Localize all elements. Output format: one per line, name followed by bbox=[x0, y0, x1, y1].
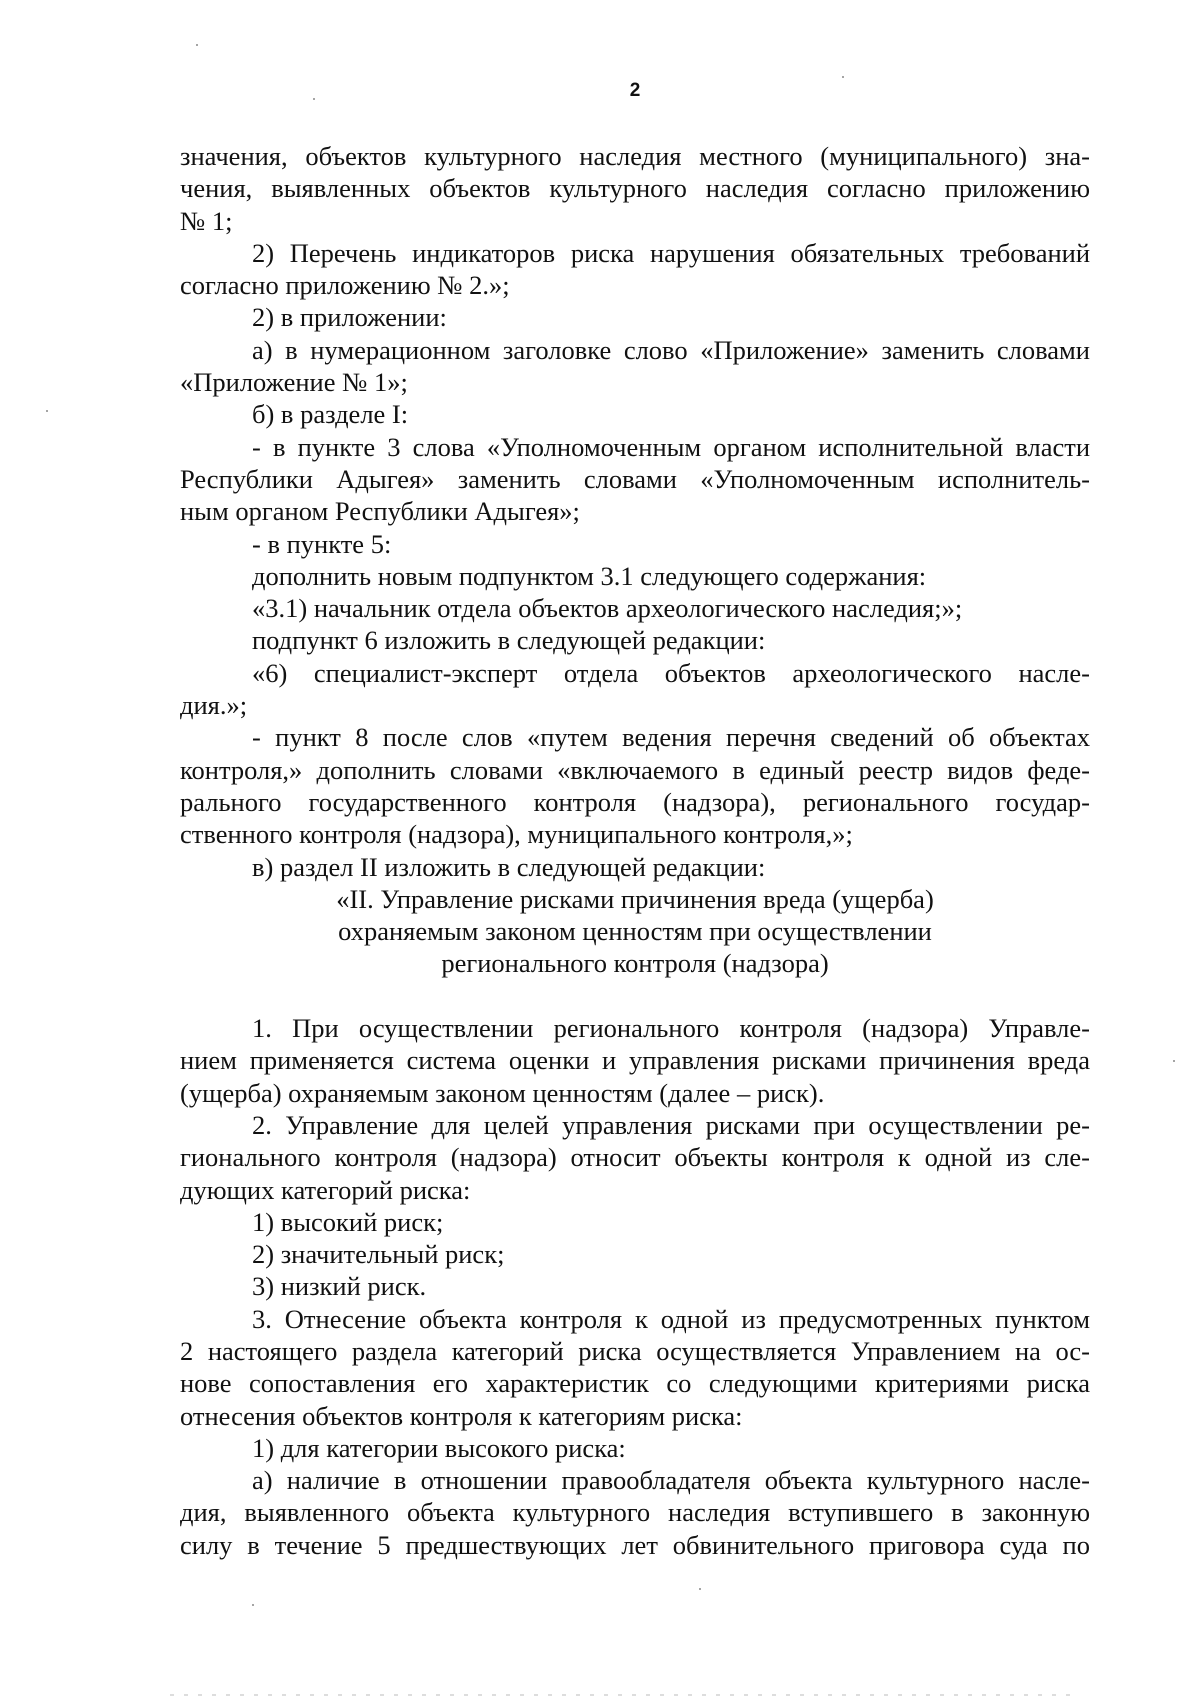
list-item: 2) значительный риск; bbox=[252, 1239, 505, 1270]
scan-speck bbox=[313, 98, 315, 100]
document-body bbox=[180, 140, 1090, 1561]
text-line: «6) специалист-эксперт отдела объектов археологического насле- bbox=[252, 657, 1090, 688]
text-line: дия, выявленного объекта культурного наследия вступившего в законную bbox=[180, 1497, 1090, 1528]
text-line: 3. Отнесение объекта контроля к одной из предусмотренных пунктом bbox=[252, 1303, 1090, 1334]
text-line: согласно приложению № 2.»; bbox=[180, 270, 510, 301]
text-line: Республики Адыгея» заменить словами «Уполномоченным исполнитель- bbox=[180, 463, 1090, 494]
text-line: 2) Перечень индикаторов риска нарушения обязательных требований bbox=[252, 237, 1090, 268]
text-line: отнесения объектов контроля к категориям риска: bbox=[180, 1400, 743, 1431]
text-line: ным органом Республики Адыгея»; bbox=[180, 496, 580, 527]
text-line: гионального контроля (надзора) относит объекты контроля к одной из сле- bbox=[180, 1142, 1090, 1173]
page-number: 2 bbox=[629, 80, 641, 101]
text-line: значения, объектов культурного наследия местного (муниципального) зна- bbox=[180, 141, 1090, 171]
text-line: рального государственного контроля (надзора), регионального государ- bbox=[180, 786, 1090, 817]
text-line: 2) в приложении: bbox=[252, 302, 447, 333]
text-line: а) в нумерационном заголовке слово «Приложение» заменить словами bbox=[252, 334, 1090, 365]
text-line: а) наличие в отношении правообладателя объекта культурного насле- bbox=[252, 1465, 1090, 1496]
scan-speck bbox=[1173, 1060, 1175, 1062]
text-line: дующих категорий риска: bbox=[180, 1174, 471, 1205]
text-line: 2 настоящего раздела категорий риска осуществляется Управлением на ос- bbox=[180, 1335, 1090, 1366]
text-line: подпункт 6 изложить в следующей редакции: bbox=[252, 625, 766, 656]
list-item: 1) высокий риск; bbox=[252, 1206, 444, 1237]
text-line: б) в разделе I: bbox=[252, 399, 409, 430]
text-line: контроля,» дополнить словами «включаемого в единый реестр видов феде- bbox=[180, 754, 1090, 785]
text-line: нове сопоставления его характеристик со следующими критериями риска bbox=[180, 1368, 1090, 1399]
text-line: 2. Управление для целей управления рисками при осуществлении ре- bbox=[252, 1109, 1090, 1140]
scan-speck bbox=[252, 1604, 254, 1606]
text-line: нием применяется система оценки и управления рисками причинения вреда bbox=[180, 1045, 1090, 1076]
scan-speck bbox=[196, 44, 198, 46]
text-line: - в пункте 5: bbox=[252, 528, 392, 559]
text-line: чения, выявленных объектов культурного наследия согласно приложению bbox=[180, 173, 1090, 204]
text-line: № 1; bbox=[180, 205, 233, 236]
scan-edge-noise bbox=[170, 1694, 1070, 1696]
text-line: в) раздел II изложить в следующей редакции: bbox=[252, 851, 766, 882]
section-heading-line: охраняемым законом ценностям при осуществлении bbox=[338, 916, 932, 947]
section-heading-line: «II. Управление рисками причинения вреда (ущерба) bbox=[336, 883, 934, 914]
text-line: силу в течение 5 предшествующих лет обвинительного приговора суда по bbox=[180, 1529, 1090, 1560]
scan-speck bbox=[699, 1588, 701, 1590]
text-line: дополнить новым подпунктом 3.1 следующего содержания: bbox=[252, 560, 927, 591]
section-heading-line: регионального контроля (надзора) bbox=[441, 948, 829, 979]
text-line: 1) для категории высокого риска: bbox=[252, 1432, 626, 1463]
text-line: - пункт 8 после слов «путем ведения перечня сведений об объектах bbox=[252, 722, 1090, 753]
list-item: 3) низкий риск. bbox=[252, 1271, 427, 1302]
scan-speck bbox=[46, 410, 48, 412]
text-line: «Приложение № 1»; bbox=[180, 367, 408, 398]
text-line: «3.1) начальник отдела объектов археологического наследия;»; bbox=[252, 593, 963, 624]
text-line: (ущерба) охраняемым законом ценностям (далее – риск). bbox=[180, 1077, 825, 1108]
scan-speck bbox=[842, 76, 844, 78]
text-line: - в пункте 3 слова «Уполномоченным органом исполнительной власти bbox=[252, 431, 1090, 462]
text-line: 1. При осуществлении регионального контроля (надзора) Управле- bbox=[252, 1013, 1090, 1044]
text-line: дия.»; bbox=[180, 690, 248, 721]
blank-line bbox=[180, 980, 1090, 1012]
text-line: ственного контроля (надзора), муниципального контроля,»; bbox=[180, 819, 853, 850]
